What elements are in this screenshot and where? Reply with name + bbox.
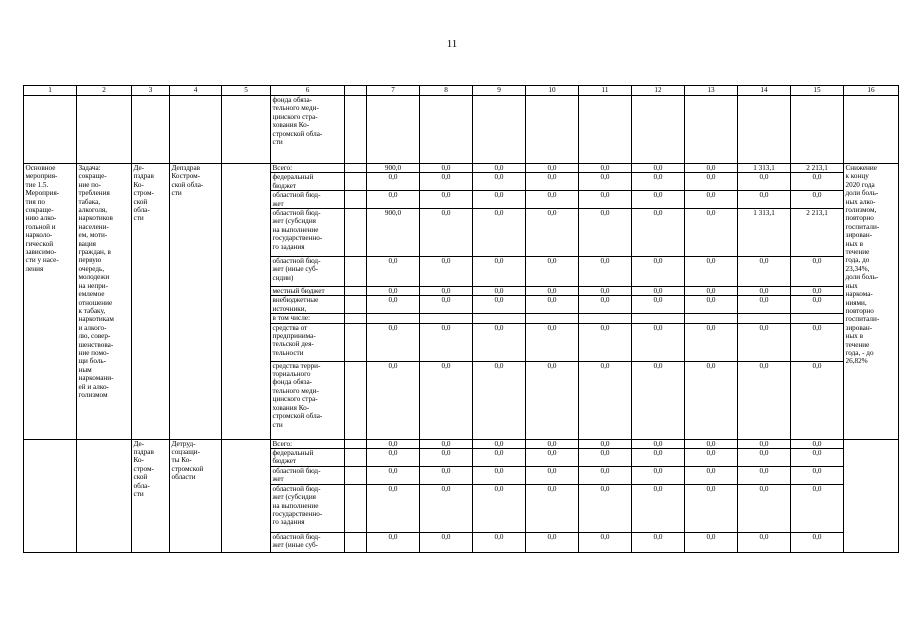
amount-cell: 0,0	[791, 466, 844, 484]
amount-cell: 0,0	[367, 484, 420, 532]
amount-cell: 0,0	[367, 257, 420, 287]
amount-cell: 0,0	[632, 257, 685, 287]
amount-cell: 0,0	[420, 532, 473, 552]
amount-cell: 0,0	[526, 209, 579, 257]
amount-cell: 0,0	[367, 323, 420, 361]
amount-cell: 0,0	[473, 296, 526, 314]
amount-cell: 900,0	[367, 164, 420, 173]
empty-cell	[345, 287, 367, 296]
amount-cell: 2 213,1	[791, 164, 844, 173]
amount-cell: 0,0	[473, 173, 526, 191]
amount-cell: 0,0	[632, 484, 685, 532]
amount-cell: 0,0	[685, 439, 738, 448]
table-cell	[579, 96, 632, 164]
empty-cell	[345, 209, 367, 257]
amount-cell: 0,0	[420, 287, 473, 296]
amount-cell: 0,0	[526, 439, 579, 448]
amount-cell: 0,0	[367, 361, 420, 439]
column-header: 2	[77, 86, 132, 96]
amount-cell	[473, 314, 526, 323]
funding-source-label: местный бюджет	[271, 287, 345, 296]
amount-cell	[632, 314, 685, 323]
funding-source-label: областной бюд- жет (иные суб-	[271, 532, 345, 552]
amount-cell: 0,0	[526, 164, 579, 173]
table-cell	[367, 96, 420, 164]
amount-cell: 0,0	[420, 361, 473, 439]
amount-cell: 0,0	[526, 361, 579, 439]
amount-cell: 0,0	[579, 532, 632, 552]
amount-cell: 0,0	[579, 439, 632, 448]
table-cell	[791, 96, 844, 164]
amount-cell: 0,0	[685, 296, 738, 314]
amount-cell: 0,0	[473, 484, 526, 532]
table-cell	[473, 96, 526, 164]
amount-cell: 0,0	[632, 323, 685, 361]
measure-name: Основное мероприя- тие 1.5. Мероприя- тия по сокраще- нию алко- гольной и нарколо- гической зависимо- сти у насе- ления	[24, 164, 77, 440]
amount-cell: 0,0	[579, 164, 632, 173]
amount-cell: 0,0	[685, 484, 738, 532]
column-header: 7	[367, 86, 420, 96]
amount-cell: 0,0	[791, 191, 844, 209]
empty-cell	[345, 361, 367, 439]
amount-cell: 0,0	[685, 173, 738, 191]
column-header: 13	[685, 86, 738, 96]
amount-cell: 0,0	[420, 323, 473, 361]
amount-cell: 0,0	[367, 532, 420, 552]
task-description: Задача: сокраще- ние по- требления табака, алкоголя, наркотиков населени- ем, моти- вация граждан, в первую очередь, молодежи на непри- емлемое отношение к табаку, наркотикам и алкого- лю, совер- шенствова- ние помо- щи боль- ным наркомани- ей и алко- голизмом	[77, 164, 132, 440]
coordinator: Де- пздрав Ко- стром- ской обла- сти	[132, 439, 170, 552]
column-header: 11	[579, 86, 632, 96]
amount-cell: 0,0	[579, 209, 632, 257]
column-header: 12	[632, 86, 685, 96]
column-header: 9	[473, 86, 526, 96]
amount-cell: 0,0	[685, 257, 738, 287]
amount-cell: 0,0	[420, 191, 473, 209]
amount-cell: 0,0	[367, 173, 420, 191]
funding-source-label: федеральный бюджет	[271, 173, 345, 191]
empty-cell	[345, 439, 367, 448]
amount-cell: 0,0	[685, 209, 738, 257]
amount-cell: 0,0	[685, 287, 738, 296]
amount-cell: 0,0	[791, 323, 844, 361]
amount-cell: 0,0	[579, 484, 632, 532]
empty-cell	[345, 164, 367, 173]
amount-cell: 0,0	[579, 257, 632, 287]
column-header: 10	[526, 86, 579, 96]
amount-cell: 0,0	[791, 287, 844, 296]
amount-cell: 0,0	[579, 191, 632, 209]
amount-cell: 0,0	[526, 449, 579, 467]
amount-cell	[367, 314, 420, 323]
expected-result: Снижение к концу 2020 года доли боль- ных алко- голизмом, повторно госпитали- зирован- ных в течение года, до 23,34%, доли боль- ных наркома- ниями, повторно госпитали- зирован- ных в течение года, - до 26,82%	[844, 164, 899, 440]
amount-cell: 0,0	[526, 466, 579, 484]
amount-cell: 0,0	[632, 164, 685, 173]
amount-cell: 0,0	[685, 323, 738, 361]
page-number: 11	[446, 38, 458, 50]
empty-cell	[345, 484, 367, 532]
empty-cell	[345, 466, 367, 484]
table-cell	[632, 96, 685, 164]
table-cell	[77, 96, 132, 164]
amount-cell: 0,0	[632, 296, 685, 314]
amount-cell: 0,0	[632, 466, 685, 484]
funding-source-label: областной бюд- жет	[271, 191, 345, 209]
amount-cell: 0,0	[367, 287, 420, 296]
funding-source-label: областной бюд- жет	[271, 466, 345, 484]
amount-cell: 0,0	[791, 173, 844, 191]
amount-cell: 0,0	[579, 296, 632, 314]
amount-cell: 0,0	[685, 191, 738, 209]
amount-cell: 0,0	[632, 173, 685, 191]
amount-cell: 900,0	[367, 209, 420, 257]
table-cell	[420, 96, 473, 164]
amount-cell: 0,0	[367, 466, 420, 484]
amount-cell: 0,0	[632, 439, 685, 448]
amount-cell: 0,0	[738, 361, 791, 439]
amount-cell: 0,0	[738, 287, 791, 296]
amount-cell: 0,0	[738, 449, 791, 467]
amount-cell: 0,0	[420, 257, 473, 287]
table-row	[24, 96, 899, 164]
amount-cell: 0,0	[738, 173, 791, 191]
table-cell	[526, 96, 579, 164]
amount-cell: 0,0	[367, 296, 420, 314]
amount-cell: 0,0	[632, 449, 685, 467]
amount-cell: 0,0	[685, 164, 738, 173]
amount-cell: 0,0	[420, 173, 473, 191]
amount-cell: 0,0	[420, 449, 473, 467]
funding-source-label: внебюджетные источники,	[271, 296, 345, 314]
amount-cell: 0,0	[473, 439, 526, 448]
table-cell	[685, 96, 738, 164]
funding-source-label: средства от предпринима- тельской дея- тельности	[271, 323, 345, 361]
funding-source-label: областной бюд- жет (иные суб- сидии)	[271, 257, 345, 287]
column-header	[345, 86, 367, 96]
amount-cell: 0,0	[473, 191, 526, 209]
table-cell	[222, 96, 271, 164]
column-header: 4	[170, 86, 222, 96]
amount-cell: 0,0	[632, 287, 685, 296]
amount-cell: 0,0	[632, 532, 685, 552]
amount-cell: 0,0	[526, 287, 579, 296]
amount-cell: 0,0	[473, 323, 526, 361]
amount-cell: 0,0	[685, 361, 738, 439]
budget-table	[23, 85, 899, 553]
amount-cell: 0,0	[685, 466, 738, 484]
amount-cell: 0,0	[685, 449, 738, 467]
amount-cell: 2 213,1	[791, 209, 844, 257]
empty-cell	[222, 439, 271, 552]
amount-cell: 0,0	[473, 164, 526, 173]
empty-cell	[345, 173, 367, 191]
funding-source-label: в том числе:	[271, 314, 345, 323]
amount-cell: 0,0	[791, 449, 844, 467]
coordinator: Де- пздрав Ко- стром- ской обла- сти	[132, 164, 170, 440]
amount-cell: 0,0	[473, 449, 526, 467]
amount-cell: 0,0	[526, 532, 579, 552]
empty-cell	[345, 314, 367, 323]
amount-cell: 0,0	[526, 296, 579, 314]
column-header: 8	[420, 86, 473, 96]
amount-cell: 0,0	[738, 296, 791, 314]
amount-cell: 0,0	[367, 191, 420, 209]
empty-cell	[345, 449, 367, 467]
amount-cell: 0,0	[579, 466, 632, 484]
amount-cell: 0,0	[632, 209, 685, 257]
amount-cell: 0,0	[420, 296, 473, 314]
amount-cell: 0,0	[526, 323, 579, 361]
amount-cell: 0,0	[738, 257, 791, 287]
table-row	[24, 164, 899, 173]
amount-cell: 0,0	[420, 484, 473, 532]
amount-cell: 0,0	[367, 449, 420, 467]
amount-cell: 0,0	[579, 173, 632, 191]
amount-cell: 0,0	[420, 439, 473, 448]
amount-cell: 0,0	[579, 449, 632, 467]
amount-cell: 0,0	[791, 361, 844, 439]
table-cell	[132, 96, 170, 164]
amount-cell	[579, 314, 632, 323]
amount-cell: 0,0	[738, 484, 791, 532]
amount-cell: 0,0	[685, 532, 738, 552]
column-header: 1	[24, 86, 77, 96]
funding-source-label: фонда обяза- тельного меди- цинского стра- хования Ко- стромской обла- сти	[271, 96, 345, 164]
amount-cell: 0,0	[473, 209, 526, 257]
amount-cell: 0,0	[738, 466, 791, 484]
table-row	[24, 439, 899, 448]
column-header: 16	[844, 86, 899, 96]
amount-cell: 0,0	[473, 361, 526, 439]
executor: Детруд- соцзащи- ты Ко- стромской области	[170, 439, 222, 552]
amount-cell: 0,0	[367, 439, 420, 448]
amount-cell: 0,0	[738, 439, 791, 448]
amount-cell: 0,0	[579, 287, 632, 296]
funding-source-label: Всего:	[271, 164, 345, 173]
amount-cell: 0,0	[738, 323, 791, 361]
amount-cell: 0,0	[473, 532, 526, 552]
amount-cell: 0,0	[791, 439, 844, 448]
amount-cell: 0,0	[579, 323, 632, 361]
empty-cell	[345, 257, 367, 287]
column-header: 3	[132, 86, 170, 96]
empty-cell	[222, 164, 271, 440]
funding-source-label: областной бюд- жет (субсидия на выполнение государственно- го задания	[271, 484, 345, 532]
amount-cell	[738, 314, 791, 323]
empty-cell	[345, 191, 367, 209]
funding-source-label: Всего:	[271, 439, 345, 448]
amount-cell: 0,0	[473, 257, 526, 287]
amount-cell	[791, 314, 844, 323]
amount-cell	[685, 314, 738, 323]
amount-cell: 0,0	[579, 361, 632, 439]
amount-cell: 0,0	[791, 296, 844, 314]
table-cell	[24, 96, 77, 164]
empty-cell	[345, 532, 367, 552]
table-cell	[170, 96, 222, 164]
amount-cell: 0,0	[420, 209, 473, 257]
empty-cell	[345, 296, 367, 314]
header-row	[24, 86, 899, 96]
amount-cell: 1 313,1	[738, 209, 791, 257]
amount-cell: 0,0	[473, 466, 526, 484]
column-header: 6	[271, 86, 345, 96]
empty-cell	[345, 323, 367, 361]
amount-cell	[420, 314, 473, 323]
executor: Депздрав Костром- ской обла- сти	[170, 164, 222, 440]
empty-cell	[24, 439, 77, 552]
amount-cell: 0,0	[738, 532, 791, 552]
amount-cell: 0,0	[791, 257, 844, 287]
table-cell	[844, 96, 899, 164]
amount-cell: 0,0	[632, 361, 685, 439]
amount-cell: 0,0	[420, 466, 473, 484]
amount-cell: 0,0	[473, 287, 526, 296]
funding-source-label: федеральный бюджет	[271, 449, 345, 467]
column-header: 14	[738, 86, 791, 96]
column-header: 5	[222, 86, 271, 96]
amount-cell: 1 313,1	[738, 164, 791, 173]
amount-cell	[526, 314, 579, 323]
amount-cell: 0,0	[526, 173, 579, 191]
amount-cell: 0,0	[791, 484, 844, 532]
amount-cell: 0,0	[632, 191, 685, 209]
amount-cell: 0,0	[526, 484, 579, 532]
empty-cell	[77, 439, 132, 552]
table-cell	[345, 96, 367, 164]
funding-source-label: средства терри- ториального фонда обяза- тельного меди- цинского стра- хования Ко- стромской обла- сти	[271, 361, 345, 439]
amount-cell: 0,0	[526, 191, 579, 209]
amount-cell: 0,0	[791, 532, 844, 552]
amount-cell: 0,0	[526, 257, 579, 287]
amount-cell: 0,0	[420, 164, 473, 173]
empty-cell	[844, 439, 899, 552]
funding-source-label: областной бюд- жет (субсидия на выполнение государственно- го задания	[271, 209, 345, 257]
amount-cell: 0,0	[738, 191, 791, 209]
column-header: 15	[791, 86, 844, 96]
table-cell	[738, 96, 791, 164]
